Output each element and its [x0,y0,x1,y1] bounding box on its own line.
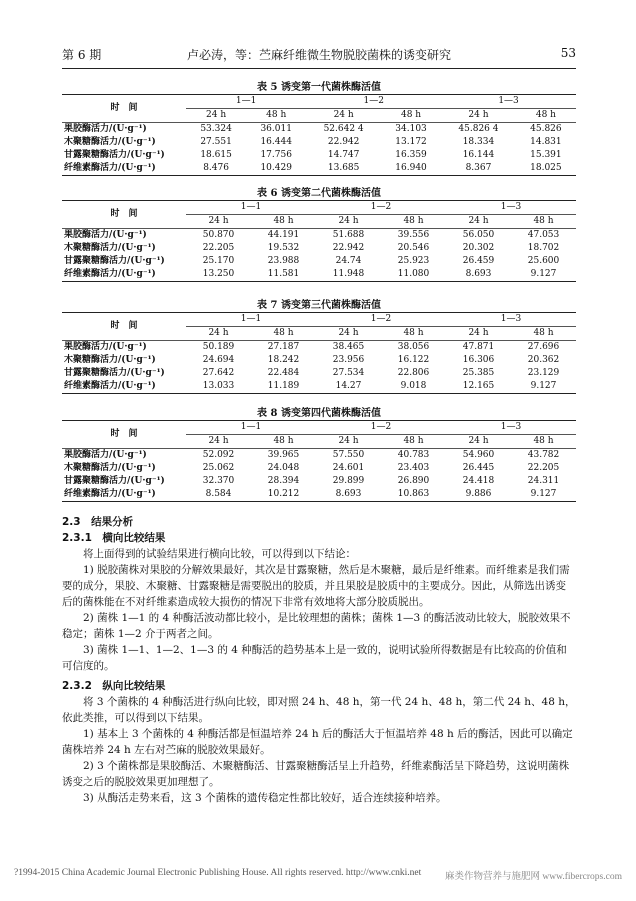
section-heading-2-3-1: 2.3.1 横向比较结果 [62,532,166,544]
enzyme-activity-table [62,312,576,394]
table-cell: 9.127 [511,488,576,502]
table-cell: 27.187 [251,341,316,355]
footer [14,868,622,882]
table-cell: 8.584 [186,488,251,502]
table-cell: 10.429 [246,162,306,176]
row-label: 甘露聚糖酶活力/(U·g⁻¹) [64,476,165,486]
table-cell: 23.956 [332,355,365,365]
time-subheader: 48 h [511,327,576,341]
table-cell: 29.899 [332,476,365,486]
time-subheader: 24 h [446,215,511,229]
table-cell: 45.826 4 [441,123,516,137]
table-cell: 16.359 [395,150,427,160]
table-row [62,149,576,162]
table-cell: 14.27 [316,380,381,394]
time-subheader: 24 h [441,109,516,123]
time-header: 时 间 [62,95,186,123]
time-subheader: 48 h [251,435,316,449]
table-cell: 26.459 [462,256,495,266]
table-cell: 47.053 [511,229,576,243]
table-cell: 24.311 [527,476,560,486]
table-cell: 27.696 [511,341,576,355]
table-cell: 13.250 [186,268,251,282]
table-cell: 9.127 [511,268,576,282]
table-cell: 20.546 [397,243,430,253]
table-cell: 50.189 [186,341,251,355]
table-cell: 18.702 [527,243,560,253]
table-cell: 44.191 [251,229,316,243]
table-cell: 18.242 [267,355,300,365]
row-label: 纤维素酶活力/(U·g⁻¹) [62,162,186,176]
table-cell: 18.334 [462,137,495,147]
paragraph: 1) 基本上 3 个菌株的 4 种酶活都是恒温培养 24 h 后的酶活大于恒温培养 48 h 后的酶活，因此可以确定菌株培养 24 h 左右对苎麻的脱胶效果最好。 [62,728,573,756]
table-cell: 16.306 [462,355,495,365]
table-cell: 15.391 [530,150,562,160]
table-row [62,162,576,176]
table-cell: 24.601 [332,463,365,473]
table-cell: 52.092 [186,449,251,463]
table-row [62,449,576,463]
table-cell: 8.476 [186,162,246,176]
strain-header: 1—2 [316,421,446,435]
strain-header: 1—3 [446,313,576,327]
time-header: 时 间 [62,421,186,449]
time-subheader: 24 h [316,215,381,229]
table-cell: 24.74 [335,256,362,266]
table-cell: 10.863 [381,488,446,502]
table-cell: 9.018 [381,380,446,394]
table-cell: 28.394 [267,476,300,486]
table-caption: 表 6 诱变第二代菌株酶活值 [257,188,381,199]
results-section [62,514,576,806]
time-subheader: 24 h [316,435,381,449]
table-cell: 8.693 [316,488,381,502]
paragraph: 3) 菌株 1—1、1—2、1—3 的 4 种酶活的趋势基本上是一致的，说明试验所得数据是有比较高的价值和可信度的。 [62,644,567,672]
table-cell: 11.080 [381,268,446,282]
table-cell: 22.942 [327,137,360,147]
row-label: 果胶酶活力/(U·g⁻¹) [62,123,186,137]
table-cell: 14.831 [530,137,562,147]
row-label: 甘露聚糖酶活力/(U·g⁻¹) [64,150,165,160]
table-cell: 17.756 [260,150,292,160]
table-cell: 47.871 [446,341,511,355]
table-cell: 57.550 [316,449,381,463]
table-caption: 表 7 诱变第三代菌株酶活值 [257,300,381,311]
running-title: 卢必涛，等：苎麻纤维微生物脱胶菌株的诱变研究 [186,48,451,62]
table-cell: 45.826 [516,123,576,137]
table-cell: 34.103 [381,123,441,137]
paragraph: 2) 3 个菌株都是果胶酶活、木聚糖酶活、甘露聚糖酶活呈上升趋势，纤维素酶活呈下降趋势，这说明菌株诱变之后的脱胶效果更加理想了。 [62,760,570,788]
time-subheader: 48 h [511,215,576,229]
table-cell: 20.302 [462,243,495,253]
row-label: 木聚糖酶活力/(U·g⁻¹) [64,243,156,253]
table-caption: 表 5 诱变第一代菌株酶活值 [257,82,381,93]
table-row [62,462,576,475]
time-subheader: 24 h [306,109,381,123]
table-row [62,123,576,137]
strain-header: 1—3 [446,201,576,215]
table-cell: 51.688 [316,229,381,243]
row-label: 果胶酶活力/(U·g⁻¹) [62,229,186,243]
time-subheader: 48 h [246,109,306,123]
strain-header: 1—3 [446,421,576,435]
table-cell: 8.693 [446,268,511,282]
row-label: 纤维素酶活力/(U·g⁻¹) [62,488,186,502]
table-cell: 22.942 [332,243,365,253]
table-cell: 22.484 [267,368,300,378]
time-subheader: 48 h [381,435,446,449]
time-subheader: 24 h [186,435,251,449]
table-cell: 54.960 [446,449,511,463]
table-cell: 27.642 [202,368,235,378]
time-subheader: 48 h [381,109,441,123]
table-cell: 32.370 [202,476,235,486]
row-label: 纤维素酶活力/(U·g⁻¹) [62,268,186,282]
table-cell: 22.205 [527,463,560,473]
table-cell: 25.923 [397,256,430,266]
table-cell: 16.444 [260,137,292,147]
time-header: 时 间 [62,201,186,229]
table-cell: 8.367 [441,162,516,176]
time-subheader: 24 h [186,215,251,229]
table-cell: 25.385 [462,368,495,378]
table-cell: 24.418 [462,476,495,486]
header-rule [62,68,576,69]
table-cell: 52.642 4 [306,123,381,137]
table-cell: 16.122 [397,355,430,365]
table-cell: 24.048 [267,463,300,473]
row-label: 木聚糖酶活力/(U·g⁻¹) [64,355,156,365]
strain-header: 1—2 [316,201,446,215]
table-cell: 26.445 [462,463,495,473]
table-cell: 23.988 [267,256,300,266]
page-number: 53 [560,46,576,60]
paragraph: 2) 菌株 1—1 的 4 种酶活波动都比较小，是比较理想的菌株；菌株 1—3 的酶活波动比较大，脱胶效果不稳定；菌株 1—2 介于两者之间。 [62,612,571,640]
table-cell: 39.965 [251,449,316,463]
table-cell: 25.600 [527,256,560,266]
paragraph: 将 3 个菌株的 4 种酶活进行纵向比较，即对照 24 h、48 h，第一代 24 h、48 h，第二代 24 h、48 h，依此类推，可以得到以下结果。 [62,696,576,724]
table-cell: 18.025 [516,162,576,176]
time-subheader: 48 h [251,327,316,341]
table-row [62,341,576,355]
table-row [62,367,576,380]
table-row [62,475,576,488]
table-cell: 38.465 [316,341,381,355]
copyright-line: ?1994-2015 China Academic Journal Electronic Publishing House. All rights reserved. http://www.cnki.net [14,868,422,878]
row-label: 果胶酶活力/(U·g⁻¹) [62,341,186,355]
table-cell: 9.886 [446,488,511,502]
row-label: 甘露聚糖酶活力/(U·g⁻¹) [64,368,165,378]
table-cell: 24.694 [202,355,235,365]
table-cell: 22.806 [397,368,430,378]
table-cell: 38.056 [381,341,446,355]
table-cell: 27.551 [200,137,232,147]
paragraph: 1) 脱胶菌株对果胶的分解效果最好，其次是甘露聚糖，然后是木聚糖，最后是纤维素。而纤维素是我们需要的成分，果胶、木聚糖、甘露聚糖是需要脱出的胶质，并且果胶是胶质中的主要成分。因此，从筛选出诱变后的菌株能在不对纤维素造成较大损伤的情况下非常有效地将大部分胶质脱出。 [62,564,570,608]
time-subheader: 24 h [446,435,511,449]
table-cell: 16.144 [462,150,495,160]
table-cell: 25.170 [202,256,235,266]
row-label: 甘露聚糖酶活力/(U·g⁻¹) [64,256,165,266]
enzyme-activity-table [62,420,576,502]
table-cell: 39.556 [381,229,446,243]
row-label: 纤维素酶活力/(U·g⁻¹) [62,380,186,394]
row-label: 木聚糖酶活力/(U·g⁻¹) [64,463,156,473]
table-cell: 43.782 [511,449,576,463]
table-cell: 23.403 [397,463,430,473]
strain-header: 1—1 [186,313,316,327]
table-row [62,229,576,243]
table-cell: 25.062 [202,463,235,473]
time-subheader: 48 h [381,327,446,341]
table-cell: 23.129 [527,368,560,378]
table-row [62,380,576,394]
table-cell: 36.011 [246,123,306,137]
table-cell: 9.127 [511,380,576,394]
table-row [62,268,576,282]
time-subheader: 24 h [186,327,251,341]
table-cell: 14.747 [327,150,360,160]
paragraph: 将上面得到的试验结果进行横向比较，可以得到以下结论： [83,548,356,560]
issue-number: 第 6 期 [62,48,102,62]
watermark: 麻类作物营养与施肥网 www.fibercrops.com [445,872,622,882]
table-cell: 26.890 [397,476,430,486]
table-row [62,136,576,149]
table-cell: 20.362 [527,355,560,365]
strain-header: 1—1 [186,201,316,215]
table-cell: 50.870 [186,229,251,243]
section-heading-2-3: 2.3 结果分析 [62,516,134,528]
table-cell: 22.205 [202,243,235,253]
time-subheader: 48 h [511,435,576,449]
table-row [62,488,576,502]
table-cell: 11.948 [316,268,381,282]
table-cell: 16.940 [381,162,441,176]
table-cell: 56.050 [446,229,511,243]
time-subheader: 48 h [516,109,576,123]
table-cell: 10.212 [251,488,316,502]
strain-header: 1—3 [441,95,576,109]
time-subheader: 48 h [381,215,446,229]
table-row [62,242,576,255]
table-cell: 11.581 [251,268,316,282]
table-cell: 19.532 [267,243,300,253]
enzyme-activity-table [62,200,576,282]
time-subheader: 48 h [251,215,316,229]
table-row [62,354,576,367]
table-cell: 40.783 [381,449,446,463]
enzyme-activity-table [62,94,576,176]
time-subheader: 24 h [186,109,246,123]
table-cell: 53.324 [186,123,246,137]
table-cell: 11.189 [251,380,316,394]
time-header: 时 间 [62,313,186,341]
strain-header: 1—2 [316,313,446,327]
paragraph: 3) 从酶活走势来看，这 3 个菌株的遗传稳定性都比较好，适合连续接种培养。 [83,792,447,804]
table-cell: 13.033 [186,380,251,394]
time-subheader: 24 h [316,327,381,341]
row-label: 木聚糖酶活力/(U·g⁻¹) [64,137,156,147]
strain-header: 1—1 [186,421,316,435]
table-cell: 27.534 [332,368,365,378]
table-cell: 13.685 [306,162,381,176]
strain-header: 1—2 [306,95,441,109]
table-cell: 12.165 [446,380,511,394]
table-row [62,255,576,268]
section-heading-2-3-2: 2.3.2 纵向比较结果 [62,680,166,692]
table-cell: 18.615 [200,150,232,160]
strain-header: 1—1 [186,95,306,109]
table-cell: 13.172 [395,137,427,147]
table-caption: 表 8 诱变第四代菌株酶活值 [257,408,381,419]
running-header [62,46,576,66]
time-subheader: 24 h [446,327,511,341]
row-label: 果胶酶活力/(U·g⁻¹) [62,449,186,463]
